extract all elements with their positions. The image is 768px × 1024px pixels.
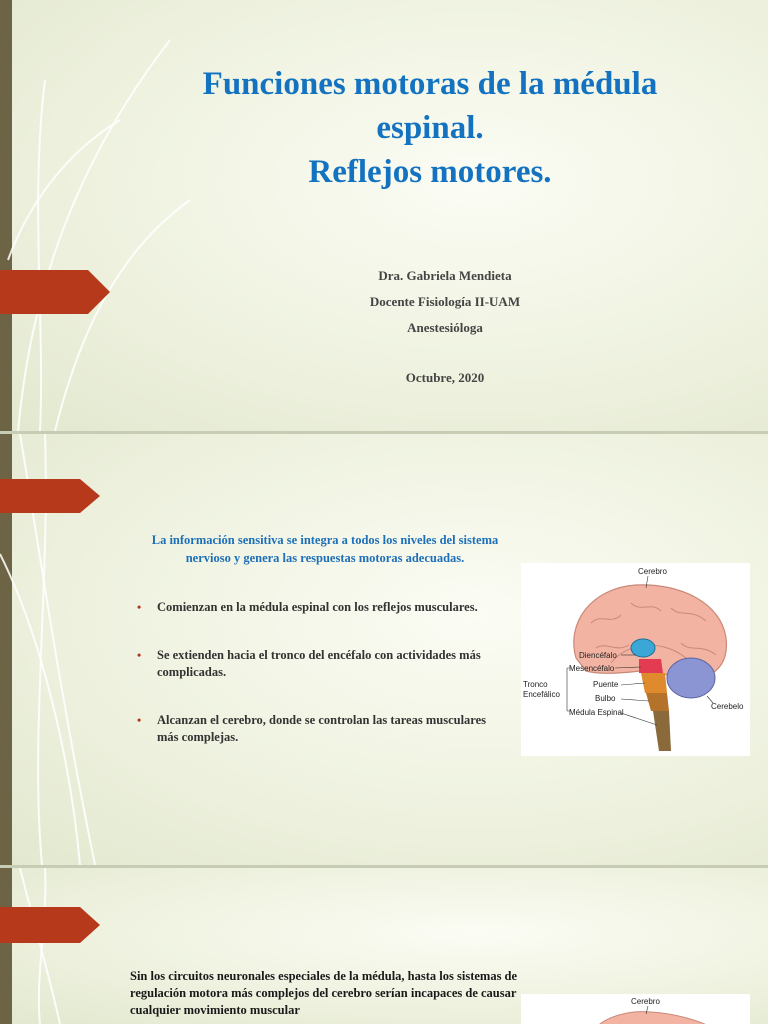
slide-3: [0, 868, 768, 1024]
list-item: [135, 647, 505, 681]
slide-1: [0, 0, 768, 431]
label-bulbo: Bulbo: [595, 694, 616, 703]
author-name: Dra. Gabriela Mendieta: [378, 268, 512, 283]
presentation-date: Octubre, 2020: [405, 370, 485, 385]
label-cerebelo: Cerebelo: [711, 702, 744, 711]
label-tronco-1: Tronco: [523, 680, 548, 689]
label-mesencefalo: Mesencéfalo: [569, 664, 615, 673]
bullet-icon: •: [137, 648, 142, 662]
title-line-1: Funciones motoras de la médula: [202, 66, 658, 102]
label-diencefalo: Diencéfalo: [579, 651, 617, 660]
bullet-text: Se extienden hacia el tronco del encéfalo con actividades más complicadas.: [157, 648, 481, 679]
brain-diagram-partial: [521, 994, 750, 1024]
label-cerebro: Cerebro: [638, 567, 667, 576]
title-line-2: espinal.: [376, 110, 484, 146]
slide-3-text: Sin los circuitos neuronales especiales de la médula, hasta los sistemas de regulación motora más complejos del cerebro serían incapaces de causar cualquier movimiento muscular: [130, 969, 518, 1017]
list-item: [135, 599, 505, 616]
slide-3-red-tag: [0, 907, 102, 951]
bullet-icon: •: [137, 600, 142, 614]
author-specialty: Anestesióloga: [407, 320, 483, 335]
slide-1-red-tag: [0, 270, 112, 314]
bullet-list: [135, 599, 505, 777]
bullet-text: Alcanzan el cerebro, donde se controlan las tareas musculares más complejas.: [157, 713, 487, 744]
title-line-3: Reflejos motores.: [308, 154, 552, 190]
slide-2: [0, 434, 768, 865]
slide-title: [130, 62, 730, 194]
label-medula-espinal: Médula Espinal: [569, 708, 624, 717]
label-cerebro: Cerebro: [631, 997, 660, 1006]
label-puente: Puente: [593, 680, 619, 689]
bullet-text: Comienzan en la médula espinal con los reflejos musculares.: [157, 600, 478, 614]
bullet-icon: •: [137, 713, 142, 727]
brain-diagram: [521, 563, 750, 756]
label-tronco-2: Encefálico: [523, 690, 560, 699]
list-item: [135, 712, 505, 746]
slide-2-red-tag: [0, 479, 102, 523]
author-role: Docente Fisiología II-UAM: [369, 294, 521, 309]
slide-2-lead-text: La información sensitiva se integra a todos los niveles del sistema nervioso y genera las respuestas motoras adecuadas.: [151, 533, 499, 565]
